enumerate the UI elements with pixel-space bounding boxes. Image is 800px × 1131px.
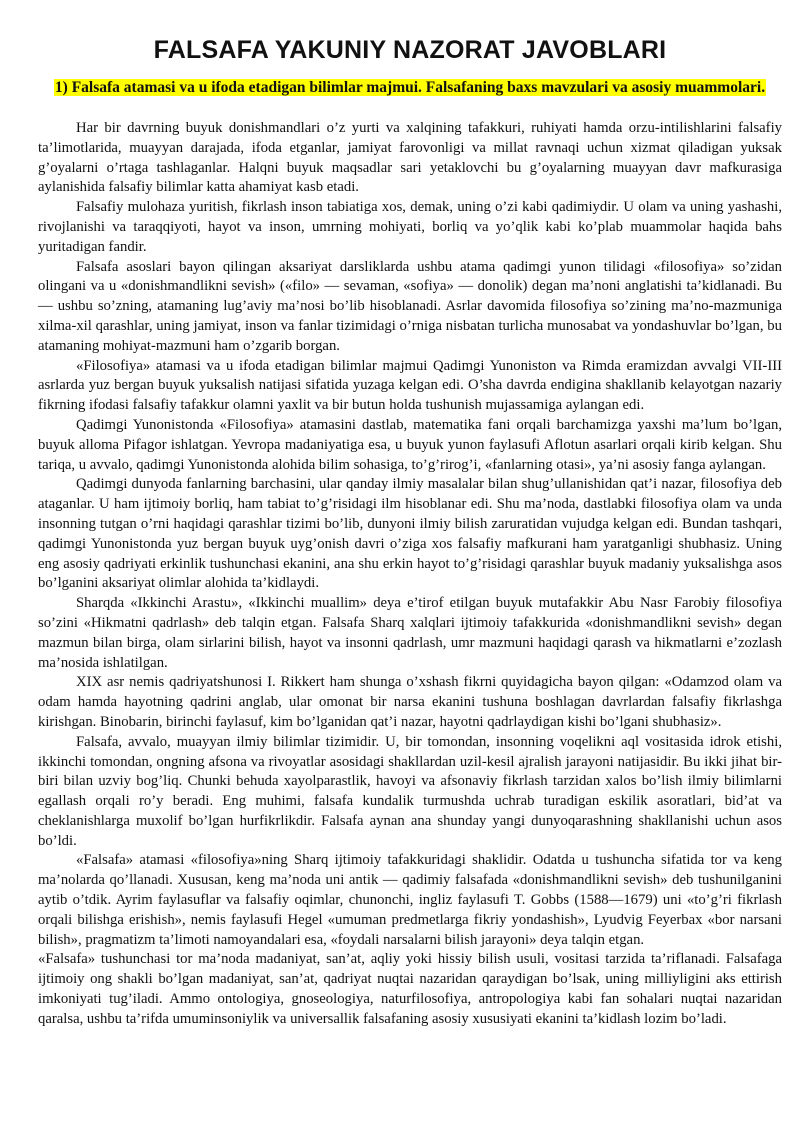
paragraph: Sharqda «Ikkinchi Arastu», «Ikkinchi muallim» deya e’tirof etilgan buyuk mutafakkir Abu Nasr Farobiy filosofiya so’zini «Hikmatni qadrlash» deb talqin etgan. Falsafa Sharq xalqlari ijtimoiy tafakkurida «donishmandlikni sevish» degan mazmun bilan birga, olam sirlarini bilish, hayot va insonni qadrlash, umr mazmuni haqidagi qarash va hikmatlarni e’zozlash ma’nosida ishlatilgan. bbox=[38, 595, 782, 671]
paragraph: «Falsafa» atamasi «filosofiya»ning Sharq ijtimoiy tafakkuridagi shaklidir. Odatda u tushuncha sifatida tor va keng ma’nolarda qo’llanadi. Xususan, keng ma’noda uni antik — qadimiy falsafada «donishmandlikni sevish» deb tushunilganini aytib o’tdik. Ayrim faylasuflar va falsafiy oqimlar, chunonchi, ingliz faylasufi T. Gobbs (1588—1679) uni «to’g’ri fikrlash orqali bilishga erishish», nemis faylasufi Hegel «umuman predmetlarga fikriy yondashish», Lyudvig Feyerbax «bor narsani bilish», pragmatizm ta’limoti namoyandalari esa, «foydali narsalarni bilish jarayoni» deya talqin etgan. bbox=[38, 852, 782, 948]
paragraph: Har bir davrning buyuk donishmandlari o’z yurti va xalqining tafakkuri, ruhiyati hamda orzu-intilishlarini falsafiy ta’limotlarida, muayyan darajada, ifoda etganlar, jamiyat farovonligi va millat ravnaqi uchun xizmat qiladigan yuksak g’oyalarni o’rtaga tashlaganlar. Halqni buyuk maqsadlar sari yetaklovchi bu g’oyalarning muayyan davr mafkurasiga aylanishida falsafiy bilimlar katta ahamiyat kasb etadi. bbox=[38, 120, 782, 196]
paragraph: Qadimgi dunyoda fanlarning barchasini, ular qanday ilmiy masalalar bilan shug’ullanishidan qat’i nazar, filosofiya deb ataganlar. U ham ijtimoiy borliq, ham tabiat to’g’risidagi ilm hisoblanar edi. Shu ma’noda, dastlabki filosofiya olam va unda insonning tutgan o’rni haqidagi qarashlar tizimi bo’lib, dunyoni ilmiy bilish zaruratidan vujudga kelgan edi. Bundan tashqari, qadimgi Yunonistonda yuz bergan buyuk uyg’onish davri o’ziga xos falsafiy mafkurani ham yaratganligi shubhasiz. Uning eng asosiy qadriyati erkinlik tushunchasi ekanini, ana shu erkin hayot to’g’risidagi qarashlar buyuk madaniy yuksalishga asos bo’lganini aksariyat olimlar alohida ta’kidlaydi. bbox=[38, 476, 782, 592]
paragraph: Falsafa asoslari bayon qilingan aksariyat darsliklarda ushbu atama qadimgi yunon tilidagi «filosofiya» so’zidan olingani va u «donishmandlikni sevish» («filo» — sevaman, «sofiya» — donolik) degan ma’noni anglatishi ta’kidlanadi. Bu — ushbu so’zning, atamaning lug’aviy ma’nosi bo’lib hisoblanadi. Asrlar davomida filosofiya so’zining ma’no-mazmuniga xilma-xil qarashlar, uning jamiyat, inson va fanlar tizimidagi o’rniga nisbatan turlicha munosabat va yondashuvlar bo’lgan, bu atamaning mohiyat-mazmuni ham o’zgarib borgan. bbox=[38, 258, 782, 354]
highlighted-heading-text: 1) Falsafa atamasi va u ifoda etadigan bilimlar majmui. Falsafaning baxs mavzulari va asosiy muammolari. bbox=[54, 79, 766, 96]
paragraph: Falsafiy mulohaza yuritish, fikrlash inson tabiatiga xos, demak, uning o’zi kabi qadimiydir. U olam va uning yashashi, rivojlanishi va taraqqiyoti, hayot va inson, umrning mohiyati, borliq va yo’qlik kabi ko’plab muammolar haqida bahs yuritadigan fandir. bbox=[38, 199, 782, 255]
document-body bbox=[38, 119, 782, 1030]
document-page bbox=[38, 36, 782, 1030]
paragraph: «Falsafa» tushunchasi tor ma’noda madaniyat, san’at, aqliy yoki hissiy bilish usuli, vositasi tarzida ta’riflanadi. Falsafaga ijtimoiy ong shakli bo’lgan madaniyat, san’at, qadriyat nuqtai nazaridan qaraydigan bo’lsak, uning milliyligini aks ettirish imkoniyati tug’iladi. Ammo ontologiya, gnoseologiya, naturfilosofiya, antropologiya kabi fan sohalari nuqtai nazaridan qaralsa, ushbu ta’rifda umuminsoniylik va universallik falsafaning asosiy xususiyati ekanini ta’kidlash lozim bo’ladi. bbox=[38, 951, 782, 1027]
paragraph: «Filosofiya» atamasi va u ifoda etadigan bilimlar majmui Qadimgi Yunoniston va Rimda eramizdan avvalgi VII-III asrlarda yuz bergan buyuk yuksalish natijasi sifatida yuzaga kelgan edi. O’sha davrda endigina shakllanib kelayotgan nazariy fikrning ifodasi falsafiy tafakkur olamni yaxlit va bir butun holda tushunish mujassamiga aylangan edi. bbox=[38, 357, 782, 414]
paragraph: Qadimgi Yunonistonda «Filosofiya» atamasini dastlab, matematika fani orqali barchamizga yaxshi ma’lum bo’lgan, buyuk alloma Pifagor ishlatgan. Yevropa madaniyatiga esa, u buyuk yunon faylasufi Aflotun asarlari orqali kirib kelgan. Shu tariqa, u avvalo, qadimgi Yunonistonda alohida bilim sohasiga, to’g’rirog’i, «fanlarning otasi», ya’ni asosiy fanga aylangan. bbox=[38, 416, 782, 473]
paragraph: XIX asr nemis qadriyatshunosi I. Rikkert ham shunga o’xshash fikrni quyidagicha bayon qilgan: «Odamzod olam va odam hamda hayotning qadrini anglab, ular omonat bir narsa ekanini tushuna boshlagan davrlardan falsafiy fikrlashga kirishgan. Binobarin, birinchi faylasuf, kim bo’lganidan qat’i nazar, hayotni qadrlaydigan kishi bo’lgani shubhasiz». bbox=[38, 674, 782, 730]
paragraph: Falsafa, avvalo, muayyan ilmiy bilimlar tizimidir. U, bir tomondan, insonning voqelikni aql vositasida idrok etishi, ikkinchi tomondan, ongning afsona va rivoyatlar asosidagi shakllardan uzil-kesil ajralish jarayoni natijasidir. Bu ikki jihat bir-biri bilan uzviy bog’liq. Chunki behuda xayolparastlik, havoyi va afsonaviy fikrlash tarzidan xalos bo’lish ilmiy bilimlarni egallash orqali ro’y beradi. Eng muhimi, falsafa kundalik turmushda uchrab turadigan eskilik asoratlari, bid’at va cheklanishlarga muxolif bo’lgan hurfikrlikdir. Falsafa aynan ana shunday yangi dunyoqarashning shakllanishi uchun asos bo’ldi. bbox=[38, 733, 782, 849]
document-title: FALSAFA YAKUNIY NAZORAT JAVOBLARI bbox=[153, 36, 667, 64]
section-heading bbox=[38, 79, 782, 97]
